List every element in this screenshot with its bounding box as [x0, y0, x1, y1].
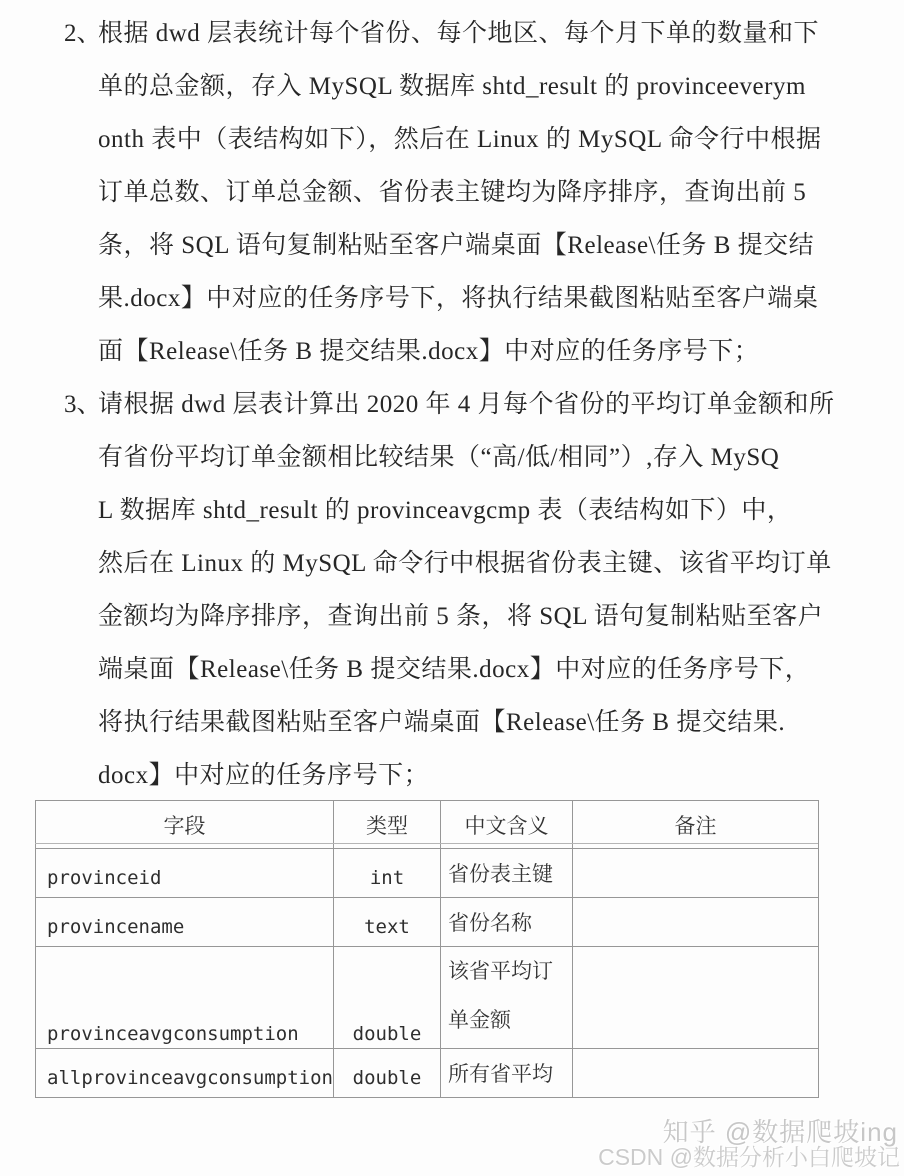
cell-field: allprovinceavgconsumption: [36, 1049, 334, 1098]
paragraph-line: 然后在 Linux 的 MySQL 命令行中根据省份表主键、该省平均订单: [98, 550, 832, 577]
cell-note: [573, 849, 819, 898]
paragraph-line: [64, 378, 904, 431]
task-item-2: [0, 7, 904, 378]
cell-type: double: [334, 947, 441, 1049]
cell-field: provinceavgconsumption: [36, 947, 334, 1049]
cell-note: [573, 898, 819, 947]
paragraph-line: onth 表中（表结构如下），然后在 Linux 的 MySQL 命令行中根据: [98, 126, 822, 153]
line-text: 根据 dwd 层表统计每个省份、每个地区、每个月下单的数量和下: [98, 20, 820, 47]
cell-field: provinceid: [36, 849, 334, 898]
meaning-line: 省份名称: [448, 911, 532, 935]
column-header-note: 备注: [573, 801, 819, 849]
field-definition-table: [35, 800, 819, 1098]
paragraph-line: 面【Release\任务 B 提交结果.docx】中对应的任务序号下；: [98, 338, 760, 365]
cell-type: text: [334, 898, 441, 947]
paragraph-line: 订单总数、订单总金额、省份表主键均为降序排序，查询出前 5: [98, 179, 807, 206]
cell-meaning: [441, 898, 573, 947]
paragraph-line: 条，将 SQL 语句复制粘贴至客户端桌面【Release\任务 B 提交结: [98, 232, 815, 259]
paragraph-line: 端桌面【Release\任务 B 提交结果.docx】中对应的任务序号下，: [98, 656, 811, 683]
cell-meaning: [441, 849, 573, 898]
watermark-zhihu: 知乎 @数据爬坡ing: [662, 1117, 898, 1147]
task-item-3: [0, 378, 904, 802]
paragraph-line: 金额均为降序排序，查询出前 5 条，将 SQL 语句复制粘贴至客户: [98, 603, 824, 630]
column-header-meaning: 中文含义: [441, 801, 573, 849]
table-row: [36, 898, 819, 947]
paragraph-line: 有省份平均订单金额相比较结果（“高/低/相同”）,存入 MySQ: [98, 444, 780, 471]
column-header-field: 字段: [36, 801, 334, 849]
cell-meaning: [441, 947, 573, 1049]
cell-type: int: [334, 849, 441, 898]
paragraph-line: docx】中对应的任务序号下；: [98, 762, 430, 789]
cell-field: provincename: [36, 898, 334, 947]
watermark-csdn: CSDN @数据分析小白爬坡记: [598, 1144, 900, 1170]
meaning-line: 省份表主键: [448, 862, 553, 886]
paragraph-line: [64, 7, 904, 60]
table-header-row: [36, 801, 819, 849]
item-number: 2、: [64, 20, 102, 47]
table-row: [36, 1049, 819, 1098]
table-header-rule: [35, 843, 818, 844]
line-text: 请根据 dwd 层表计算出 2020 年 4 月每个省份的平均订单金额和所: [98, 391, 835, 418]
column-header-type: 类型: [334, 801, 441, 849]
paragraph-line: 果.docx】中对应的任务序号下，将执行结果截图粘贴至客户端桌: [98, 285, 819, 312]
table-row: [36, 849, 819, 898]
meaning-line: 单金额: [448, 1008, 511, 1032]
meaning-line: 所有省平均: [448, 1062, 553, 1086]
document-body: [0, 7, 904, 802]
item-number: 3、: [64, 391, 102, 418]
cell-note: [573, 947, 819, 1049]
meaning-line: 该省平均订: [448, 959, 553, 983]
cell-type: double: [334, 1049, 441, 1098]
cell-note: [573, 1049, 819, 1098]
table-row: [36, 947, 819, 1049]
cell-meaning: [441, 1049, 573, 1098]
paragraph-line: 单的总金额，存入 MySQL 数据库 shtd_result 的 provinceeverym: [98, 73, 806, 100]
paragraph-line: 将执行结果截图粘贴至客户端桌面【Release\任务 B 提交结果.: [98, 709, 786, 736]
paragraph-line: L 数据库 shtd_result 的 provinceavgcmp 表（表结构如下）中，: [98, 497, 793, 524]
